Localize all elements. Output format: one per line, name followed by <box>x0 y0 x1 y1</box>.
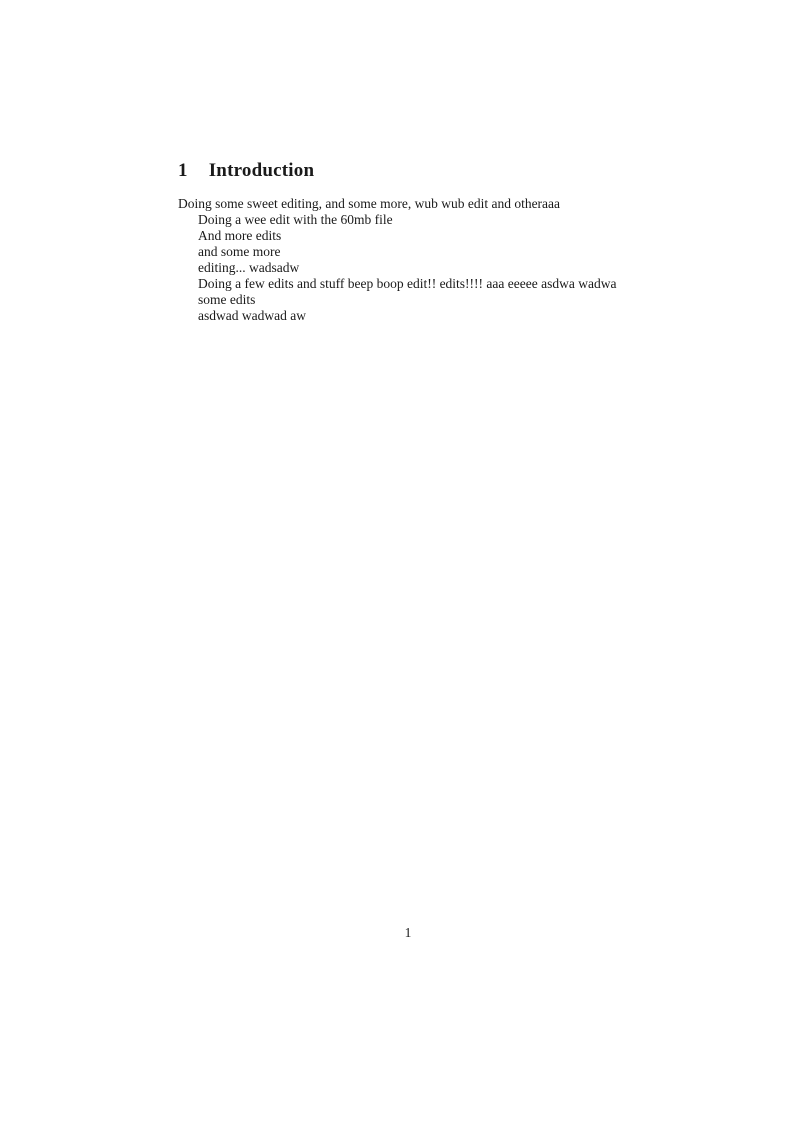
page-number: 1 <box>404 925 412 940</box>
paragraph: Doing some sweet editing, and some more, wub wub edit and otheraaa <box>178 196 561 211</box>
paragraph: and some more <box>198 244 281 259</box>
section-number: 1 <box>178 160 188 181</box>
paragraph: asdwad wadwad aw <box>198 308 306 323</box>
paragraph: editing... wadsadw <box>198 260 300 275</box>
section-heading <box>178 160 638 182</box>
paragraph: Doing a wee edit with the 60mb file <box>198 212 393 227</box>
paragraph: And more edits <box>198 228 282 243</box>
paragraph: some edits <box>198 292 256 307</box>
body-text <box>178 196 640 324</box>
section-title: Introduction <box>208 160 315 181</box>
paragraph: Doing a few edits and stuff beep boop edit!! edits!!!! aaa eeeee asdwa wadwa <box>198 276 617 291</box>
